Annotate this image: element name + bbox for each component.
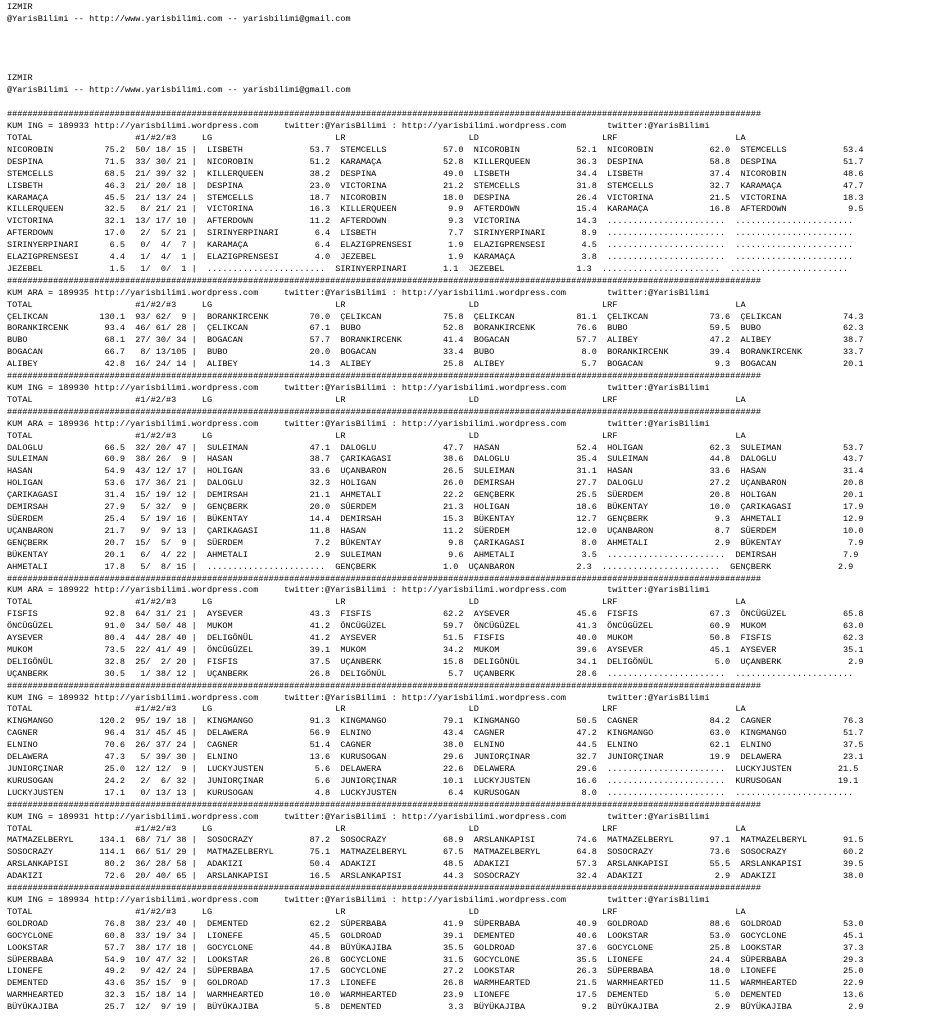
text-line: JUNIORÇINAR 25.0 12/ 12/ 9 | LUCKYJUSTEN 5.6 DELAWERA 22.6 DELAWERA 29.6 ....................... LUCKYJUSTEN 21.5: [7, 764, 859, 774]
text-line: KURUSOGAN 24.2 2/ 6/ 32 | JUNIORÇINAR 5.6 JUNIORÇINAR 10.1 LUCKYJUSTEN 16.6 ....................... KURUSOGAN 19.1: [7, 775, 859, 786]
text-line: ÖNCÜGÜZEL 91.0 34/ 50/ 48 | MUKOM 41.2 ÖNCÜGÜZEL 59.7 ÖNCÜGÜZEL 41.3 ÖNCÜGÜZEL 60.9 MUKOM 63.0: [7, 621, 864, 632]
spacer-line: [7, 38, 931, 50]
spacer-line: [7, 62, 931, 74]
text-line: GOCYCLONE 60.8 33/ 19/ 34 | LIONEFE 45.5 GOLDROAD 39.1 DEMENTED 40.6 LOOKSTAR 53.0 GOCYCLONE 45.1: [7, 930, 864, 941]
text-line: KUM ARA = 189936 http://yarisbilimi.wordpress.com twitter:@YarisBilimi : http://yarisbilimi.wordpress.com twitter:@YarisBilimi: [7, 418, 710, 429]
text-line: ###################################################################################################################################################: [7, 109, 761, 120]
text-line: ÇELIKCAN 130.1 93/ 62/ 9 | BORANKIRCENK 70.0 ÇELIKCAN 75.8 ÇELIKCAN 81.1 ÇELIKCAN 73.6 ÇELIKCAN 74.3: [7, 311, 864, 322]
text-line: KILLERQUEEN 32.5 8/ 21/ 21 | VICTORINA 16.3 KILLERQUEEN 9.9 AFTERDOWN 15.4 KARAMAÇA 16.8 AFTERDOWN 9.5: [7, 204, 864, 215]
text-line: KUM ING = 189931 http://yarisbilimi.wordpress.com twitter:@YarisBilimi : http://yarisbilimi.wordpress.com twitter:@YarisBilimi: [7, 811, 710, 822]
text-line: MATMAZELBERYL 134.1 68/ 71/ 38 | SOSOCRAZY 87.2 SOSOCRAZY 68.9 ARSLANKAPISI 74.6 MATMAZELBERYL 97.1 MATMAZELBERYL 91.5: [7, 835, 864, 846]
spacer-line: [7, 50, 931, 62]
text-line: AYSEVER 80.4 44/ 28/ 40 | DELIGÖNÜL 41.2 AYSEVER 51.5 FISFIS 40.0 MUKOM 50.8 FISFIS 62.3: [7, 633, 864, 644]
text-line: ELAZIGPRENSESI 4.4 1/ 4/ 1 | ELAZIGPRENSESI 4.0 JEZEBEL 1.9 KARAMAÇA 3.8 ....................... .......................: [7, 252, 854, 263]
header2-title: IZMIR: [7, 73, 33, 84]
text-line: LUCKYJUSTEN 17.1 0/ 13/ 13 | KURUSOGAN 4.8 LUCKYJUSTEN 6.4 KURUSOGAN 8.0 ....................... .......................: [7, 787, 854, 798]
text-line: SÜPERBABA 54.9 10/ 47/ 32 | LOOKSTAR 26.8 GOCYCLONE 31.5 GOCYCLONE 35.5 LIONEFE 24.4 SÜPERBABA 29.3: [7, 954, 864, 965]
spacer-line: [7, 97, 931, 109]
text-line: ELNINO 70.6 26/ 37/ 24 | CAGNER 51.4 CAGNER 38.0 ELNINO 44.5 ELNINO 62.1 ELNINO 37.5: [7, 740, 864, 751]
text-line: TOTAL #1/#2/#3 LG LR LD LRF LA: [7, 704, 746, 715]
text-line: STEMCELLS 68.5 21/ 39/ 32 | KILLERQUEEN 38.2 DESPINA 49.0 LISBETH 34.4 LISBETH 37.4 NICOROBIN 48.6: [7, 168, 864, 179]
header2-subtitle: @YarisBilimi -- http://www.yarisbilimi.com -- yarisbilimi@gmail.com: [7, 85, 351, 96]
text-line: DELAWERA 47.3 5/ 39/ 30 | ELNINO 13.6 KURUSOGAN 29.6 JUNIORÇINAR 32.7 JUNIORÇINAR 19.9 DELAWERA 23.1: [7, 752, 864, 763]
text-line: JEZEBEL 1.5 1/ 0/ 1 | ....................... SIRINYERPINARI 1.1 JEZEBEL 1.3 ....................... .......................: [7, 263, 849, 274]
text-line: KUM ING = 189934 http://yarisbilimi.wordpress.com twitter:@YarisBilimi : http://yarisbilimi.wordpress.com twitter:@YarisBilimi: [7, 894, 710, 905]
text-line: DESPINA 71.5 33/ 30/ 21 | NICOROBIN 51.2 KARAMAÇA 52.8 KILLERQUEEN 36.3 DESPINA 58.8 DESPINA 51.7: [7, 156, 864, 167]
text-line: TOTAL #1/#2/#3 LG LR LD LRF LA: [7, 430, 746, 441]
text-line: ###################################################################################################################################################: [7, 883, 761, 894]
header1-subtitle: @YarisBilimi -- http://www.yarisbilimi.com -- yarisbilimi@gmail.com: [7, 13, 351, 24]
text-line: LISBETH 46.3 21/ 20/ 18 | DESPINA 23.0 VICTORINA 21.2 STEMCELLS 31.8 STEMCELLS 32.7 KARAMAÇA 47.7: [7, 180, 864, 191]
text-line: KUM ARA = 189922 http://yarisbilimi.wordpress.com twitter:@YarisBilimi : http://yarisbilimi.wordpress.com twitter:@YarisBilimi: [7, 585, 710, 596]
text-line: TOTAL #1/#2/#3 LG LR LD LRF LA: [7, 906, 746, 917]
text-line: TOTAL #1/#2/#3 LG LR LD LRF LA: [7, 132, 746, 143]
text-line: KUM ING = 189933 http://yarisbilimi.wordpress.com twitter:@YarisBilimi : http://yarisbilimi.wordpress.com twitter:@YarisBilimi: [7, 121, 710, 132]
text-line: SULEIMAN 60.9 38/ 26/ 9 | HASAN 38.7 ÇARIKAGASI 38.6 DALOGLU 35.4 SULEIMAN 44.8 DALOGLU 43.7: [7, 454, 864, 465]
text-line: KINGMANGO 120.2 95/ 19/ 18 | KINGMANGO 91.3 KINGMANGO 79.1 KINGMANGO 50.5 CAGNER 84.2 CAGNER 76.3: [7, 716, 864, 727]
text-line: BÜKENTAY 20.1 6/ 4/ 22 | AHMETALI 2.9 SULEIMAN 9.6 AHMETALI 3.5 ....................... DEMIRSAH 7.9: [7, 549, 859, 560]
text-line: SOSOCRAZY 114.1 66/ 51/ 29 | MATMAZELBERYL 75.1 MATMAZELBERYL 67.5 MATMAZELBERYL 64.8 SOSOCRAZY 73.6 SOSOCRAZY 60.2: [7, 847, 864, 858]
text-line: BORANKIRCENK 93.4 46/ 61/ 28 | ÇELIKCAN 67.1 BUBO 52.8 BORANKIRCENK 76.6 BUBO 59.5 BUBO 62.3: [7, 323, 864, 334]
text-line: KUM ING = 189930 http://yarisbilimi.wordpress.com twitter:@YarisBilimi : http://yarisbilimi.wordpress.com twitter:@YarisBilimi: [7, 383, 710, 393]
text-line: HOLIGAN 53.6 17/ 36/ 21 | DALOGLU 32.3 HOLIGAN 26.0 DEMIRSAH 27.7 DALOGLU 27.2 UÇANBARON 20.8: [7, 478, 864, 489]
text-line: ÇARIKAGASI 31.4 15/ 19/ 12 | DEMIRSAH 21.1 AHMETALI 22.2 GENÇBERK 25.5 SÜERDEM 20.8 HOLIGAN 20.1: [7, 490, 864, 501]
text-line: DALOGLU 66.5 32/ 20/ 47 | SULEIMAN 47.1 DALOGLU 47.7 HASAN 52.4 HOLIGAN 62.3 SULEIMAN 53.7: [7, 442, 864, 453]
text-line: ###################################################################################################################################################: [7, 406, 761, 417]
text-line: LOOKSTAR 57.7 38/ 17/ 18 | GOCYCLONE 44.8 BÜYÜKAJIBA 35.5 GOLDROAD 37.6 GOCYCLONE 25.8 LOOKSTAR 37.3: [7, 942, 864, 953]
text-line: ALIBEY 42.8 16/ 24/ 14 | ALIBEY 14.3 ALIBEY 25.8 ALIBEY 5.7 BOGACAN 9.3 BOGACAN 20.1: [7, 359, 864, 370]
text-line: TOTAL #1/#2/#3 LG LR LD LRF LA: [7, 823, 746, 834]
text-line: TOTAL #1/#2/#3 LG LR LD LRF LA: [7, 394, 746, 405]
text-line: LIONEFE 49.2 9/ 42/ 24 | SÜPERBABA 17.5 GOCYCLONE 27.2 LOOKSTAR 26.3 SÜPERBABA 18.0 LIONEFE 25.0: [7, 966, 864, 977]
text-line: ###################################################################################################################################################: [7, 275, 761, 286]
text-line: ###################################################################################################################################################: [7, 680, 761, 691]
text-line: DEMIRSAH 27.9 5/ 32/ 9 | GENÇBERK 20.0 SÜERDEM 21.3 HOLIGAN 18.6 BÜKENTAY 10.0 ÇARIKAGASI 17.9: [7, 502, 864, 513]
text-line: BOGACAN 66.7 8/ 13/105 | BUBO 20.0 BOGACAN 33.4 BUBO 8.0 BORANKIRCENK 39.4 BORANKIRCENK 33.7: [7, 347, 864, 358]
text-line: KUM ING = 189932 http://yarisbilimi.wordpress.com twitter:@YarisBilimi : http://yarisbilimi.wordpress.com twitter:@YarisBilimi: [7, 692, 710, 703]
text-line: HASAN 54.9 43/ 12/ 17 | HOLIGAN 33.6 UÇANBARON 26.5 SULEIMAN 31.1 HASAN 33.6 HASAN 31.4: [7, 466, 864, 477]
text-line: ADAKIZI 72.6 20/ 40/ 65 | ARSLANKAPISI 16.5 ARSLANKAPISI 44.3 SOSOCRAZY 32.4 ADAKIZI 2.9 ADAKIZI 38.0: [7, 871, 864, 882]
text-line: KARAMAÇA 45.5 21/ 13/ 24 | STEMCELLS 18.7 NICOROBIN 18.0 DESPINA 26.4 VICTORINA 21.5 VICTORINA 18.3: [7, 192, 864, 203]
text-line: NICOROBIN 75.2 50/ 18/ 15 | LISBETH 53.7 STEMCELLS 57.0 NICOROBIN 52.1 NICOROBIN 62.0 STEMCELLS 53.4: [7, 144, 864, 155]
text-line: DEMENTED 43.6 35/ 15/ 9 | GOLDROAD 17.3 LIONEFE 26.8 WARMHEARTED 21.5 WARMHEARTED 11.5 WARMHEARTED 22.9: [7, 978, 864, 989]
text-line: FISFIS 92.8 64/ 31/ 21 | AYSEVER 43.3 FISFIS 62.2 AYSEVER 45.6 FISFIS 67.3 ÖNCÜGÜZEL 65.8: [7, 609, 864, 620]
text-line: TOTAL #1/#2/#3 LG LR LD LRF LA: [7, 299, 746, 310]
text-line: KUM ARA = 189935 http://yarisbilimi.wordpress.com twitter:@YarisBilimi : http://yarisbilimi.wordpress.com twitter:@YarisBilimi: [7, 287, 710, 298]
text-line: VICTORINA 32.1 13/ 17/ 10 | AFTERDOWN 11.2 AFTERDOWN 9.3 VICTORINA 14.3 ....................... .......................: [7, 216, 854, 227]
text-line: CAGNER 96.4 31/ 45/ 45 | DELAWERA 56.9 ELNINO 43.4 CAGNER 47.2 KINGMANGO 63.0 KINGMANGO 51.7: [7, 728, 864, 739]
text-line: UÇANBERK 30.5 1/ 38/ 12 | UÇANBERK 26.8 DELIGÖNÜL 5.7 UÇANBERK 28.6 ....................... .......................: [7, 668, 854, 679]
text-line: AHMETALI 17.8 5/ 8/ 15 | ....................... GENÇBERK 1.0 UÇANBARON 2.3 ....................... GENÇBERK 2.9: [7, 561, 854, 572]
spacer-line: [7, 26, 931, 38]
text-line: ###################################################################################################################################################: [7, 573, 761, 584]
text-line: UÇANBARON 21.7 9/ 9/ 13 | ÇARIKAGASI 11.8 HASAN 11.2 SÜERDEM 12.0 UÇANBARON 8.7 SÜERDEM 10.0: [7, 525, 864, 536]
text-line: BUBO 68.1 27/ 30/ 34 | BOGACAN 57.7 BORANKIRCENK 41.4 BOGACAN 57.7 ALIBEY 47.2 ALIBEY 38.7: [7, 335, 864, 346]
text-line: MUKOM 73.5 22/ 41/ 49 | ÖNCÜGÜZEL 39.1 MUKOM 34.2 MUKOM 39.6 AYSEVER 45.1 AYSEVER 35.1: [7, 644, 864, 655]
text-line: AFTERDOWN 17.0 2/ 5/ 21 | SIRINYERPINARI 6.4 LISBETH 7.7 SIRINYERPINARI 8.9 ....................... .......................: [7, 228, 854, 239]
text-line: ARSLANKAPISI 80.2 36/ 28/ 58 | ADAKIZI 50.4 ADAKIZI 48.5 ADAKIZI 57.3 ARSLANKAPISI 55.5 ARSLANKAPISI 39.5: [7, 859, 864, 870]
text-line: TOTAL #1/#2/#3 LG LR LD LRF LA: [7, 597, 746, 608]
text-line: GENÇBERK 20.7 15/ 5/ 9 | SÜERDEM 7.2 BÜKENTAY 9.8 ÇARIKAGASI 8.0 AHMETALI 2.9 BÜKENTAY 7.9: [7, 537, 864, 548]
text-line: DELIGÖNÜL 32.8 25/ 2/ 20 | FISFIS 37.5 UÇANBERK 15.8 DELIGÖNÜL 34.1 DELIGÖNÜL 5.0 UÇANBERK 2.9: [7, 656, 864, 667]
text-line: WARMHEARTED 32.3 15/ 18/ 14 | WARMHEARTED 10.0 WARMHEARTED 23.9 LIONEFE 17.5 DEMENTED 5.0 DEMENTED 13.6: [7, 990, 864, 1001]
text-line: GOLDROAD 76.8 38/ 23/ 40 | DEMENTED 62.2 SÜPERBABA 41.9 SÜPERBABA 40.9 GOLDROAD 88.6 GOLDROAD 53.0: [7, 918, 864, 929]
text-line: ###################################################################################################################################################: [7, 371, 761, 382]
text-line: SIRINYERPINARI 6.5 0/ 4/ 7 | KARAMAÇA 6.4 ELAZIGPRENSESI 1.9 ELAZIGPRENSESI 4.5 ....................... .......................: [7, 240, 854, 251]
text-line: SÜERDEM 25.4 5/ 19/ 16 | BÜKENTAY 14.4 DEMIRSAH 15.3 BÜKENTAY 12.7 GENÇBERK 9.3 AHMETALI 12.9: [7, 513, 864, 524]
results-text-body: [7, 109, 931, 1014]
text-line: BÜYÜKAJIBA 25.7 12/ 9/ 19 | BÜYÜKAJIBA 5.8 DEMENTED 3.3 BÜYÜKAJIBA 9.2 BÜYÜKAJIBA 2.9 BÜYÜKAJIBA 2.9: [7, 1002, 864, 1013]
text-line: ###################################################################################################################################################: [7, 799, 761, 810]
header1-title: IZMIR: [7, 2, 33, 12]
